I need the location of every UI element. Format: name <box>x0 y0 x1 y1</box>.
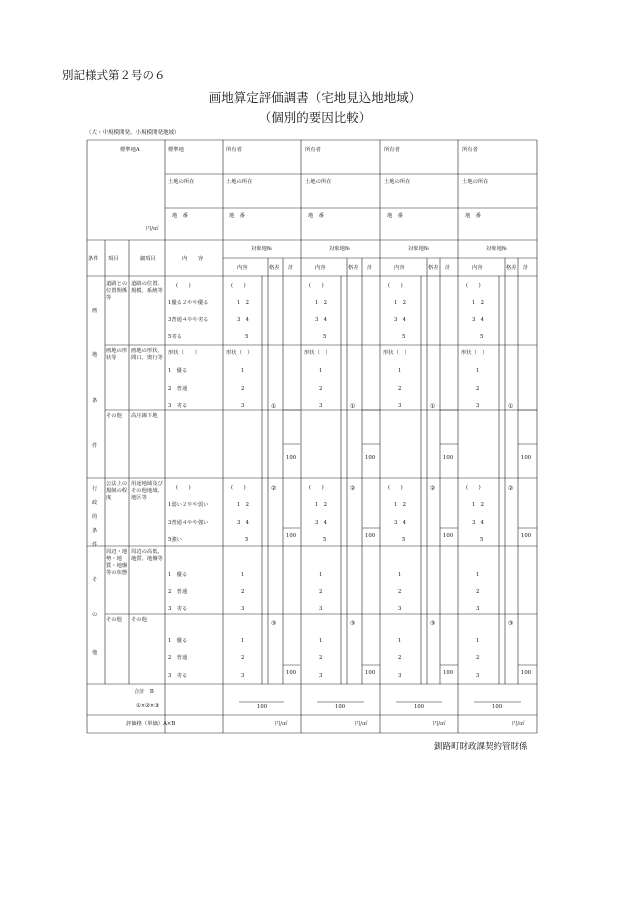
mark-12-c-2: 1 2 <box>315 502 328 508</box>
mark-3-e-3: 3 <box>398 673 402 679</box>
mark-1-e-2: 1 <box>319 638 323 644</box>
choice-paren-1: ( ) <box>176 283 191 289</box>
summary-100-3: 100 <box>414 704 425 710</box>
mark-paren-a-3: ( ) <box>388 283 403 289</box>
mark-3-d-4: 3 <box>476 606 480 612</box>
subject-lot-label-4: 地 番 <box>465 213 481 219</box>
mark-shape-4: 形状（ ） <box>461 350 488 356</box>
mark-1-e-4: 1 <box>476 638 480 644</box>
mark-paren-c-2: ( ) <box>309 485 324 491</box>
header-target-2: 対象地№ <box>329 246 350 252</box>
header-naiyo-4: 内容 <box>472 265 483 271</box>
mark-1-d-1: 1 <box>241 572 245 578</box>
choice-other-3: 3 劣る <box>168 673 188 679</box>
mark-5-c-3: 5 <box>402 537 406 543</box>
mark-1-b-2: 1 <box>319 368 323 374</box>
choice-terrain-3: 3 劣る <box>168 606 188 612</box>
choice-paren-2: ( ) <box>176 485 191 491</box>
summary-100-1: 100 <box>257 704 268 710</box>
subject-owner-label-1: 所有者 <box>226 147 242 153</box>
form-code: 別記様式第２号の６ <box>62 68 166 82</box>
region-note: （大・中規模開発、小規模開発地域） <box>86 130 180 136</box>
subject-owner-label-3: 所有者 <box>384 147 400 153</box>
mark-paren-a-4: ( ) <box>466 283 481 289</box>
mark-12-a-3: 1 2 <box>394 300 407 306</box>
mark-100-3-3: 100 <box>443 670 454 676</box>
mark-12-a-4: 1 2 <box>472 300 485 306</box>
standard-unit: 円/㎡ <box>146 226 159 232</box>
header-target-4: 対象地№ <box>486 246 507 252</box>
summary-price-label: 評価格（単価）A×B <box>126 721 176 727</box>
subject-location-label-4: 土地の所在 <box>462 179 489 185</box>
mark-shape-2: 形状（ ） <box>304 350 331 356</box>
mark-shape-1: 形状（ ） <box>226 350 253 356</box>
summary-unit-2: 円/㎡ <box>355 721 368 727</box>
mark-2-e-3: 2 <box>398 655 402 661</box>
condition-gyosei-char: 行 <box>92 486 98 492</box>
mark-12-c-1: 1 2 <box>237 502 250 508</box>
header-kei-4: 計 <box>523 265 529 271</box>
mark-1-d-3: 1 <box>398 572 402 578</box>
summary-unit-3: 円/㎡ <box>433 721 446 727</box>
condition-gyosei-char: 政 <box>92 500 98 506</box>
mark-100-2-3: 100 <box>443 533 454 539</box>
item-terrain: 周辺・地勢・地質・地盤等の状態 <box>106 549 128 577</box>
subject-lot-label-2: 地 番 <box>308 213 324 219</box>
choice-shape-1: 1 優る <box>168 368 188 374</box>
choice-g1a: 1優る２やや優る <box>168 300 209 306</box>
mark-3-b-1: 3 <box>241 403 245 409</box>
mark-5-a-1: 5 <box>245 334 249 340</box>
choice-p1c: 5強い <box>168 537 182 543</box>
mark-5-a-4: 5 <box>480 334 484 340</box>
header-condition: 条件 <box>88 256 99 262</box>
mark-c3-4: ③ <box>508 620 514 627</box>
mark-100-3-1: 100 <box>286 670 297 676</box>
mark-2-e-2: 2 <box>319 655 323 661</box>
mark-34-c-1: 3 4 <box>237 520 250 526</box>
summary-total-label: 合計 B <box>134 689 154 695</box>
mark-paren-c-3: ( ) <box>388 485 403 491</box>
mark-c2-2: ② <box>350 485 356 492</box>
mark-1-b-1: 1 <box>241 368 245 374</box>
item-other-1: その他 <box>106 413 122 419</box>
choice-g1b: 3普通４やや劣る <box>168 317 209 323</box>
mark-100-1-3: 100 <box>443 455 454 461</box>
mark-shape-3: 形状（ ） <box>383 350 410 356</box>
mark-2-e-4: 2 <box>476 655 480 661</box>
mark-3-d-1: 3 <box>241 606 245 612</box>
header-kei-1: 計 <box>288 265 294 271</box>
header-kei-3: 計 <box>445 265 451 271</box>
choice-shape: 形状（ ） <box>168 350 200 356</box>
header-naiyo-1: 内容 <box>237 265 248 271</box>
condition-sonota-char: 他 <box>92 650 98 656</box>
mark-1-e-1: 1 <box>241 638 245 644</box>
condition-gakuchi-char: 画 <box>92 308 98 314</box>
mark-2-d-4: 2 <box>476 589 480 595</box>
mark-5-a-2: 5 <box>323 334 327 340</box>
mark-c3-3: ③ <box>430 620 436 627</box>
mark-2-b-3: 2 <box>398 386 402 392</box>
subject-location-label-2: 土地の所在 <box>305 179 332 185</box>
mark-34-a-2: 3 4 <box>315 317 328 323</box>
mark-3-d-2: 3 <box>319 606 323 612</box>
mark-34-a-3: 3 4 <box>394 317 407 323</box>
mark-2-d-3: 2 <box>398 589 402 595</box>
mark-c2-1: ② <box>271 485 277 492</box>
choice-p1a: 1弱い２やや弱い <box>168 502 209 508</box>
detail-other-1: 高圧線下地 <box>131 413 158 419</box>
choice-p1b: 3普通４やや強い <box>168 520 209 526</box>
document-title: 画地算定評価調書（宅地見込地地域） <box>208 90 422 105</box>
summary-unit-1: 円/㎡ <box>275 721 288 727</box>
mark-3-e-2: 3 <box>319 673 323 679</box>
item-location-relation: 道路との位置関係等 <box>106 281 128 302</box>
subject-location-label-3: 土地の所在 <box>384 179 411 185</box>
mark-c2-3: ② <box>430 485 436 492</box>
condition-gakuchi-char: 条 <box>92 398 98 404</box>
mark-12-a-2: 1 2 <box>315 300 328 306</box>
summary-formula: ①×②×③ <box>136 703 160 709</box>
office-name: 釧路町財政課契約管財係 <box>434 742 528 752</box>
header-naiyo-2: 内容 <box>315 265 326 271</box>
mark-100-1-1: 100 <box>286 455 297 461</box>
mark-3-b-2: 3 <box>319 403 323 409</box>
detail-shape: 画地の形状、間口、奥行等 <box>131 348 163 362</box>
subject-lot-label-3: 地 番 <box>387 213 403 219</box>
header-kei-2: 計 <box>367 265 373 271</box>
mark-34-a-4: 3 4 <box>472 317 485 323</box>
header-kakusa-4: 格差 <box>506 265 517 271</box>
mark-3-e-4: 3 <box>476 673 480 679</box>
mark-3-b-3: 3 <box>398 403 402 409</box>
mark-paren-c-1: ( ) <box>231 485 246 491</box>
choice-other-2: 2 普通 <box>168 655 188 661</box>
condition-gakuchi-char: 件 <box>92 443 98 449</box>
condition-gyosei-char: 的 <box>92 514 98 520</box>
mark-c3-1: ③ <box>271 620 277 627</box>
mark-3-d-3: 3 <box>398 606 402 612</box>
mark-34-c-4: 3 4 <box>472 520 485 526</box>
mark-c2-4: ② <box>508 485 514 492</box>
mark-5-c-1: 5 <box>245 537 249 543</box>
mark-100-2-4: 100 <box>521 533 532 539</box>
subject-lot-label-1: 地 番 <box>229 213 245 219</box>
standard-location-label: 土地の所在 <box>168 179 195 185</box>
mark-1-b-4: 1 <box>476 368 480 374</box>
mark-3-b-4: 3 <box>476 403 480 409</box>
condition-gyosei-char: 件 <box>92 542 98 548</box>
standard-label: 標準地A <box>120 147 140 153</box>
mark-2-b-1: 2 <box>241 386 245 392</box>
header-kakusa-2: 格差 <box>348 265 359 271</box>
mark-12-a-1: 1 2 <box>237 300 250 306</box>
condition-sonota-char: の <box>92 612 98 618</box>
mark-100-1-4: 100 <box>521 455 532 461</box>
subject-owner-label-4: 所有者 <box>462 147 478 153</box>
mark-paren-a-1: ( ) <box>231 283 246 289</box>
mark-100-1-2: 100 <box>365 455 376 461</box>
document-subtitle: （個別的要因比較） <box>258 110 372 125</box>
item-shape: 画地の形状等 <box>106 348 128 362</box>
mark-34-a-1: 3 4 <box>237 317 250 323</box>
mark-c1-3: ① <box>430 403 436 410</box>
header-naiyo-3: 内容 <box>394 265 405 271</box>
item-other-2: その他 <box>106 617 122 623</box>
header-item: 項目 <box>108 256 119 262</box>
subject-location-label-1: 土地の所在 <box>226 179 253 185</box>
mark-34-c-3: 3 4 <box>394 520 407 526</box>
mark-12-c-4: 1 2 <box>472 502 485 508</box>
mark-5-c-4: 5 <box>480 537 484 543</box>
mark-c1-2: ① <box>350 403 356 410</box>
detail-terrain: 周辺の高低、地質、地盤等 <box>131 549 163 563</box>
detail-public-regulation: 用途地域及びその他地域、地区等 <box>131 481 163 502</box>
header-target-3: 対象地№ <box>408 246 429 252</box>
mark-c1-1: ① <box>271 403 277 410</box>
header-content: 内 容 <box>182 256 204 262</box>
choice-terrain-1: 1 優る <box>168 572 188 578</box>
item-public-regulation: 公法上の規制の程度 <box>106 481 128 502</box>
choice-g1c: 5劣る <box>168 334 182 340</box>
mark-2-e-1: 2 <box>241 655 245 661</box>
header-kakusa-3: 格差 <box>428 265 439 271</box>
mark-34-c-2: 3 4 <box>315 520 328 526</box>
choice-shape-3: 3 劣る <box>168 403 188 409</box>
mark-2-d-1: 2 <box>241 589 245 595</box>
mark-paren-c-4: ( ) <box>466 485 481 491</box>
mark-1-b-3: 1 <box>398 368 402 374</box>
condition-gakuchi-char: 地 <box>92 352 98 358</box>
mark-12-c-3: 1 2 <box>394 502 407 508</box>
condition-gyosei-char: 条 <box>92 528 98 534</box>
mark-5-c-2: 5 <box>323 537 327 543</box>
mark-c3-2: ③ <box>350 620 356 627</box>
mark-1-d-4: 1 <box>476 572 480 578</box>
mark-2-b-4: 2 <box>476 386 480 392</box>
mark-c1-4: ① <box>508 403 514 410</box>
mark-3-e-1: 3 <box>241 673 245 679</box>
detail-location-relation: 道路の位置、規模、系統等 <box>131 281 163 295</box>
standard-site-label: 標準地 <box>168 147 184 153</box>
header-kakusa-1: 格差 <box>269 265 280 271</box>
standard-lot-label: 地 番 <box>172 213 188 219</box>
header-target-1: 対象地№ <box>251 246 272 252</box>
mark-100-3-4: 100 <box>521 670 532 676</box>
mark-paren-a-2: ( ) <box>309 283 324 289</box>
detail-other-2: その他 <box>131 617 147 623</box>
mark-1-d-2: 1 <box>319 572 323 578</box>
summary-unit-4: 円/㎡ <box>512 721 525 727</box>
summary-100-2: 100 <box>335 704 346 710</box>
mark-100-2-1: 100 <box>286 533 297 539</box>
mark-100-3-2: 100 <box>365 670 376 676</box>
condition-sonota-char: そ <box>92 577 98 583</box>
mark-1-e-3: 1 <box>398 638 402 644</box>
subject-owner-label-2: 所有者 <box>305 147 321 153</box>
mark-2-b-2: 2 <box>319 386 323 392</box>
header-detail: 細項目 <box>140 256 156 262</box>
mark-2-d-2: 2 <box>319 589 323 595</box>
choice-terrain-2: 2 普通 <box>168 589 188 595</box>
mark-5-a-3: 5 <box>402 334 406 340</box>
choice-shape-2: 2 普通 <box>168 386 188 392</box>
summary-100-4: 100 <box>492 704 503 710</box>
mark-100-2-2: 100 <box>365 533 376 539</box>
choice-other-1: 1 優る <box>168 638 188 644</box>
